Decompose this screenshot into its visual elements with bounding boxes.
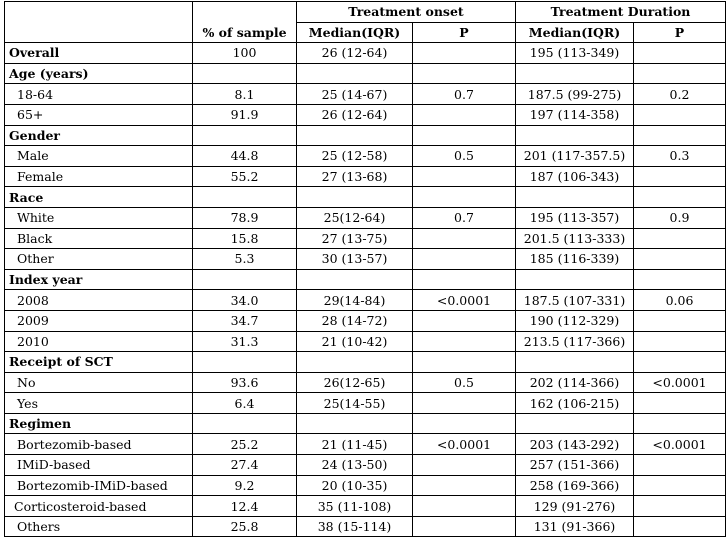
empty-cell [634, 269, 726, 290]
empty-cell [193, 187, 297, 208]
empty-cell [413, 187, 516, 208]
empty-cell [516, 187, 634, 208]
duration-p-cell: <0.0001 [634, 434, 726, 455]
duration-median-cell: 187.5 (107-331) [516, 290, 634, 311]
pct-sample-cell: 15.8 [193, 228, 297, 249]
empty-cell [413, 352, 516, 373]
empty-cell [297, 269, 413, 290]
pct-sample-cell: 93.6 [193, 372, 297, 393]
onset-median-cell: 21 (11-45) [297, 434, 413, 455]
overall-row [5, 43, 726, 64]
duration-p-cell: 0.2 [634, 84, 726, 105]
empty-cell [634, 63, 726, 84]
onset-p-cell: 0.5 [413, 146, 516, 167]
header-blank [193, 2, 297, 23]
onset-p-cell [413, 393, 516, 414]
row-label: White [5, 207, 193, 228]
group-header-row [5, 269, 726, 290]
onset-p-cell [413, 331, 516, 352]
duration-p-cell: <0.0001 [634, 372, 726, 393]
header-pct-sample: % of sample [193, 22, 297, 43]
group-header-row [5, 187, 726, 208]
empty-cell [297, 125, 413, 146]
pct-sample-cell: 25.8 [193, 516, 297, 537]
table-row [5, 166, 726, 187]
table-row [5, 84, 726, 105]
row-label: 18-64 [5, 84, 193, 105]
empty-cell [634, 352, 726, 373]
onset-median-cell: 25(14-55) [297, 393, 413, 414]
duration-p-cell [634, 310, 726, 331]
onset-p-cell: 0.5 [413, 372, 516, 393]
empty-cell [413, 413, 516, 434]
duration-median-cell: 190 (112-329) [516, 310, 634, 331]
table-row [5, 331, 726, 352]
duration-p-cell [634, 331, 726, 352]
empty-cell [193, 63, 297, 84]
duration-p-cell [634, 166, 726, 187]
duration-median-cell: 258 (169-366) [516, 475, 634, 496]
pct-sample-cell: 44.8 [193, 146, 297, 167]
onset-p-cell [413, 166, 516, 187]
pct-sample-cell: 25.2 [193, 434, 297, 455]
onset-median-cell: 38 (15-114) [297, 516, 413, 537]
header-duration-median: Median(IQR) [516, 22, 634, 43]
duration-p-cell [634, 455, 726, 476]
duration-p-cell [634, 228, 726, 249]
duration-median-cell: 187 (106-343) [516, 166, 634, 187]
row-label: Corticosteroid-based [5, 496, 193, 517]
onset-median-cell: 24 (13-50) [297, 455, 413, 476]
empty-cell [297, 413, 413, 434]
empty-cell [297, 187, 413, 208]
duration-median-cell: 201 (117-357.5) [516, 146, 634, 167]
onset-median-cell: 26(12-65) [297, 372, 413, 393]
overall-onset-p [413, 43, 516, 64]
row-label: Male [5, 146, 193, 167]
table-row [5, 249, 726, 270]
row-label: 2008 [5, 290, 193, 311]
duration-p-cell [634, 104, 726, 125]
onset-median-cell: 25 (14-67) [297, 84, 413, 105]
duration-p-cell [634, 516, 726, 537]
onset-median-cell: 28 (14-72) [297, 310, 413, 331]
empty-cell [193, 125, 297, 146]
pct-sample-cell: 55.2 [193, 166, 297, 187]
table-row [5, 516, 726, 537]
duration-median-cell: 201.5 (113-333) [516, 228, 634, 249]
header-onset-p: P [413, 22, 516, 43]
onset-median-cell: 25 (12-58) [297, 146, 413, 167]
onset-median-cell: 27 (13-68) [297, 166, 413, 187]
onset-p-cell [413, 228, 516, 249]
pct-sample-cell: 27.4 [193, 455, 297, 476]
duration-median-cell: 185 (116-339) [516, 249, 634, 270]
group-title: Race [5, 187, 193, 208]
empty-cell [193, 413, 297, 434]
empty-cell [413, 269, 516, 290]
onset-p-cell [413, 104, 516, 125]
pct-sample-cell: 91.9 [193, 104, 297, 125]
table-row [5, 455, 726, 476]
empty-cell [634, 125, 726, 146]
empty-cell [413, 63, 516, 84]
onset-p-cell: <0.0001 [413, 434, 516, 455]
pct-sample-cell: 5.3 [193, 249, 297, 270]
empty-cell [413, 125, 516, 146]
duration-p-cell: 0.06 [634, 290, 726, 311]
table-row [5, 393, 726, 414]
row-label: IMiD-based [5, 455, 193, 476]
header-onset-median: Median(IQR) [297, 22, 413, 43]
overall-onset: 26 (12-64) [297, 43, 413, 64]
table-row [5, 496, 726, 517]
row-label: Bortezomib-IMiD-based [5, 475, 193, 496]
onset-p-cell [413, 455, 516, 476]
pct-sample-cell: 8.1 [193, 84, 297, 105]
duration-p-cell [634, 249, 726, 270]
pct-sample-cell: 9.2 [193, 475, 297, 496]
row-label: 2009 [5, 310, 193, 331]
onset-median-cell: 29(14-84) [297, 290, 413, 311]
onset-median-cell: 25(12-64) [297, 207, 413, 228]
empty-cell [516, 413, 634, 434]
duration-median-cell: 213.5 (117-366) [516, 331, 634, 352]
group-header-row [5, 63, 726, 84]
duration-p-cell: 0.3 [634, 146, 726, 167]
table-row [5, 290, 726, 311]
header-treatment-onset: Treatment onset [297, 2, 516, 23]
row-label: 65+ [5, 104, 193, 125]
empty-cell [516, 63, 634, 84]
table-row [5, 228, 726, 249]
onset-median-cell: 35 (11-108) [297, 496, 413, 517]
overall-pct: 100 [193, 43, 297, 64]
empty-cell [193, 269, 297, 290]
pct-sample-cell: 12.4 [193, 496, 297, 517]
table-row [5, 207, 726, 228]
onset-median-cell: 20 (10-35) [297, 475, 413, 496]
empty-cell [516, 125, 634, 146]
duration-p-cell [634, 475, 726, 496]
row-label: Black [5, 228, 193, 249]
table-row [5, 434, 726, 455]
onset-median-cell: 27 (13-75) [297, 228, 413, 249]
onset-p-cell: <0.0001 [413, 290, 516, 311]
pct-sample-cell: 31.3 [193, 331, 297, 352]
onset-p-cell [413, 249, 516, 270]
duration-median-cell: 197 (114-358) [516, 104, 634, 125]
header-treatment-duration: Treatment Duration [516, 2, 726, 23]
row-label: Others [5, 516, 193, 537]
onset-p-cell: 0.7 [413, 84, 516, 105]
row-label: No [5, 372, 193, 393]
group-title: Receipt of SCT [5, 352, 193, 373]
duration-median-cell: 129 (91-276) [516, 496, 634, 517]
duration-p-cell [634, 496, 726, 517]
duration-median-cell: 131 (91-366) [516, 516, 634, 537]
table-row [5, 475, 726, 496]
duration-median-cell: 202 (114-366) [516, 372, 634, 393]
duration-median-cell: 195 (113-357) [516, 207, 634, 228]
group-title: Age (years) [5, 63, 193, 84]
duration-median-cell: 257 (151-366) [516, 455, 634, 476]
pct-sample-cell: 34.0 [193, 290, 297, 311]
duration-p-cell: 0.9 [634, 207, 726, 228]
onset-p-cell [413, 516, 516, 537]
onset-p-cell: 0.7 [413, 207, 516, 228]
group-title: Index year [5, 269, 193, 290]
pct-sample-cell: 78.9 [193, 207, 297, 228]
onset-p-cell [413, 310, 516, 331]
group-title: Regimen [5, 413, 193, 434]
row-label: Bortezomib-based [5, 434, 193, 455]
group-header-row [5, 125, 726, 146]
group-header-row [5, 352, 726, 373]
header-duration-p: P [634, 22, 726, 43]
empty-cell [297, 63, 413, 84]
empty-cell [516, 269, 634, 290]
table-row [5, 104, 726, 125]
group-title: Gender [5, 125, 193, 146]
pct-sample-cell: 34.7 [193, 310, 297, 331]
onset-median-cell: 21 (10-42) [297, 331, 413, 352]
duration-median-cell: 162 (106-215) [516, 393, 634, 414]
row-label: 2010 [5, 331, 193, 352]
table-row [5, 146, 726, 167]
header-row-1 [5, 2, 726, 23]
onset-median-cell: 30 (13-57) [297, 249, 413, 270]
duration-median-cell: 187.5 (99-275) [516, 84, 634, 105]
empty-cell [516, 352, 634, 373]
onset-median-cell: 26 (12-64) [297, 104, 413, 125]
results-table [4, 1, 726, 537]
row-label: Yes [5, 393, 193, 414]
duration-median-cell: 203 (143-292) [516, 434, 634, 455]
overall-label: Overall [5, 43, 193, 64]
empty-cell [634, 187, 726, 208]
overall-duration-p [634, 43, 726, 64]
header-blank [5, 2, 193, 23]
empty-cell [634, 413, 726, 434]
row-label: Other [5, 249, 193, 270]
table-row [5, 310, 726, 331]
duration-p-cell [634, 393, 726, 414]
overall-duration: 195 (113-349) [516, 43, 634, 64]
empty-cell [193, 352, 297, 373]
table-row [5, 372, 726, 393]
pct-sample-cell: 6.4 [193, 393, 297, 414]
table-body [5, 2, 726, 537]
header-row-2 [5, 22, 726, 43]
onset-p-cell [413, 496, 516, 517]
row-label: Female [5, 166, 193, 187]
onset-p-cell [413, 475, 516, 496]
group-header-row [5, 413, 726, 434]
empty-cell [297, 352, 413, 373]
header-blank [5, 22, 193, 43]
